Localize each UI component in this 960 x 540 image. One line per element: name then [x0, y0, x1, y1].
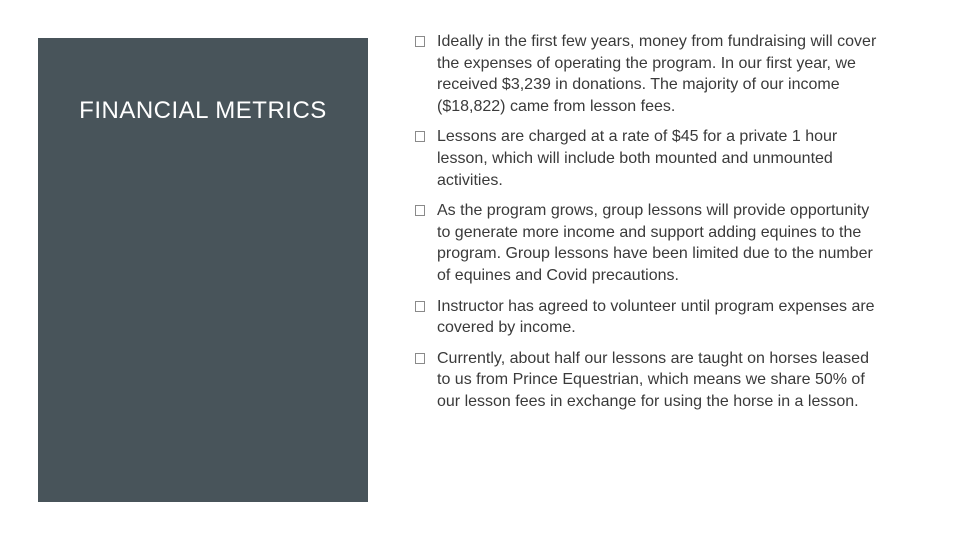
bullet-text: As the program grows, group lessons will provide opportunity to generate more income and support adding equines to the program. Group lessons have been limited due to the number of equines and Covid precautions.	[437, 202, 873, 284]
slide-title: FINANCIAL METRICS	[79, 97, 327, 124]
square-bullet-icon	[415, 353, 425, 364]
bullet-item	[414, 296, 884, 339]
bullet-item	[414, 200, 884, 286]
bullet-text: Ideally in the first few years, money from fundraising will cover the expenses of operating the program. In our first year, we received $3,239 in donations. The majority of our income ($18,822) came from lesson fees.	[437, 33, 877, 115]
bullet-item	[414, 126, 884, 191]
square-bullet-icon	[415, 131, 425, 142]
bullet-item	[414, 348, 884, 413]
square-bullet-icon	[415, 36, 425, 47]
bullet-text: Instructor has agreed to volunteer until program expenses are covered by income.	[437, 297, 875, 337]
bullet-text: Lessons are charged at a rate of $45 for a private 1 hour lesson, which will include both mounted and unmounted activities.	[437, 128, 838, 189]
title-panel	[38, 38, 368, 502]
bullet-item	[414, 31, 884, 117]
square-bullet-icon	[415, 205, 425, 216]
square-bullet-icon	[415, 301, 425, 312]
bullet-text: Currently, about half our lessons are taught on horses leased to us from Prince Equestrian, which means we share 50% of our lesson fees in exchange for using the horse in a lesson.	[437, 349, 869, 410]
bullet-list	[414, 31, 884, 422]
